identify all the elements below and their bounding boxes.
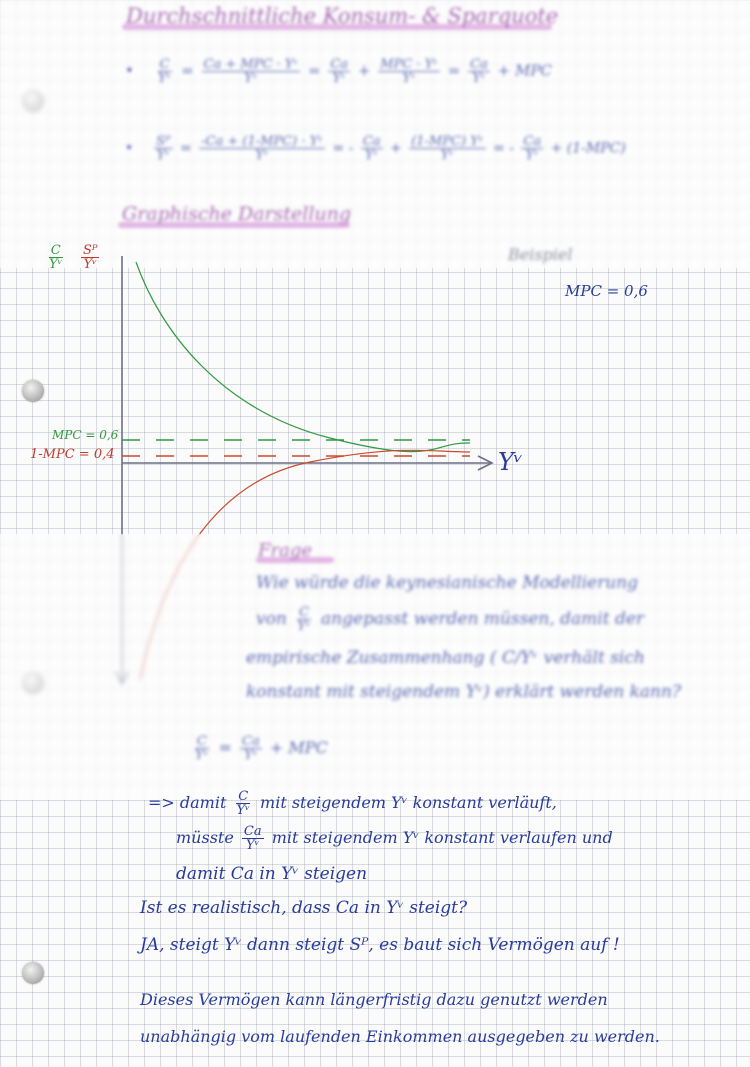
answer-line-6: Dieses Vermögen kann längerfristig dazu genutzt werden xyxy=(140,990,608,1009)
fraction: $\frac{\text{(1-MPC) Yᵛ}}{\text{Yᵛ}}$ xyxy=(411,134,484,163)
graph-section-title: Graphische Darstellung xyxy=(122,203,352,225)
question-heading: Frage xyxy=(258,540,312,561)
example-label: Beispiel xyxy=(508,245,573,264)
example-value: MPC = 0,6 xyxy=(565,282,648,300)
answer-line-5: JA, steigt Yᵛ dann steigt Sᴾ, es baut sich Vermögen auf ! xyxy=(140,935,620,955)
question-line-2: von $\frac{C}{\text{Yᵛ}}$ angepasst werden müssen, damit der xyxy=(256,605,645,634)
fraction: $\frac{Ca}{\text{Yᵛ}}$ xyxy=(330,57,349,86)
x-axis-arrow xyxy=(478,456,492,470)
answer-line-4: Ist es realistisch, dass Ca in Yᵛ steigt? xyxy=(140,898,468,918)
question-line-3: empirische Zusammenhang ( C/Yᵛ verhält sich xyxy=(246,648,645,668)
fraction: $\frac{C}{\text{Yᵛ}}$ xyxy=(157,57,172,86)
fraction: $\frac{\text{Sᴾ}}{\text{Yᵛ}}$ xyxy=(156,134,171,163)
answer-line-2: müsste $\frac{Ca}{\text{Yᵛ}}$ mit steigendem Yᵛ konstant verlaufen und xyxy=(176,824,613,853)
answer-formula: $\frac{C}{\text{Yᵛ}}$ = $\frac{Ca}{\text{Yᵛ}}$ + MPC xyxy=(195,734,328,763)
binder-hole-4 xyxy=(22,962,44,984)
binder-hole-2 xyxy=(22,380,44,402)
fraction: $\frac{\text{Ca + MPC · Yᵛ}}{\text{Yᵛ}}$ xyxy=(203,57,299,86)
page-title: Durchschnittliche Konsum- & Sparquote xyxy=(126,4,559,28)
fraction: $\frac{Ca}{\text{Yᵛ}}$ xyxy=(523,134,542,163)
one-minus-mpc-label: 1-MPC = 0,4 xyxy=(30,447,115,462)
fraction: $\frac{Ca}{\text{Yᵛ}}$ xyxy=(470,57,488,86)
question-line-1: Wie würde die keynesianische Modellierung xyxy=(256,573,639,593)
question-line-4: konstant mit steigendem Yᵛ) erklärt werden kann? xyxy=(246,682,682,702)
fraction: $\frac{Ca}{\text{Yᵛ}}$ xyxy=(362,134,381,163)
y-axis-label-s: $\frac{\text{Sᴾ}}{\text{Yᵛ}}$ xyxy=(83,243,98,272)
answer-line-1: => damit $\frac{C}{\text{Yᵛ}}$ mit steigendem Yᵛ konstant verläuft, xyxy=(148,789,557,818)
mpc-label: MPC = 0,6 xyxy=(52,428,119,442)
fraction: $\frac{\text{MPC · Yᵛ}}{\text{Yᵛ}}$ xyxy=(380,57,439,86)
answer-line-3: damit Ca in Yᵛ steigen xyxy=(176,864,368,884)
consumption-ratio-curve xyxy=(136,262,470,452)
x-axis-label: Yᵛ xyxy=(498,448,523,476)
y-axis-label-c: $\frac{C}{\text{Yᵛ}}$ xyxy=(49,243,63,272)
formula-line-1: • $\frac{C}{\text{Yᵛ}}$ = $\frac{\text{Ca + MPC · Yᵛ}}{\text{Yᵛ}}$ = $\frac{Ca}{\text{Yᵛ}}$ + $\frac{\text{MPC · Yᵛ}}{\text{Yᵛ}}$ = $\frac{Ca}{\text{Yᵛ}}$ + MPC xyxy=(125,57,552,86)
answer-line-7: unabhängig vom laufenden Einkommen ausgegeben zu werden. xyxy=(140,1027,660,1046)
fraction: $\frac{\text{-Ca + (1-MPC) · Yᵛ}}{\text{Yᵛ}}$ xyxy=(201,134,324,163)
bullet: • xyxy=(125,140,134,157)
formula-line-2: • $\frac{\text{Sᴾ}}{\text{Yᵛ}}$ = $\frac{\text{-Ca + (1-MPC) · Yᵛ}}{\text{Yᵛ}}$ = - $\frac{Ca}{\text{Yᵛ}}$ + $\frac{\text{(1-MPC) Yᵛ}}{\text{Yᵛ}}$ = - $\frac{Ca}{\text{Yᵛ}}$ + (1-MPC) xyxy=(125,134,626,163)
bullet: • xyxy=(125,61,134,80)
